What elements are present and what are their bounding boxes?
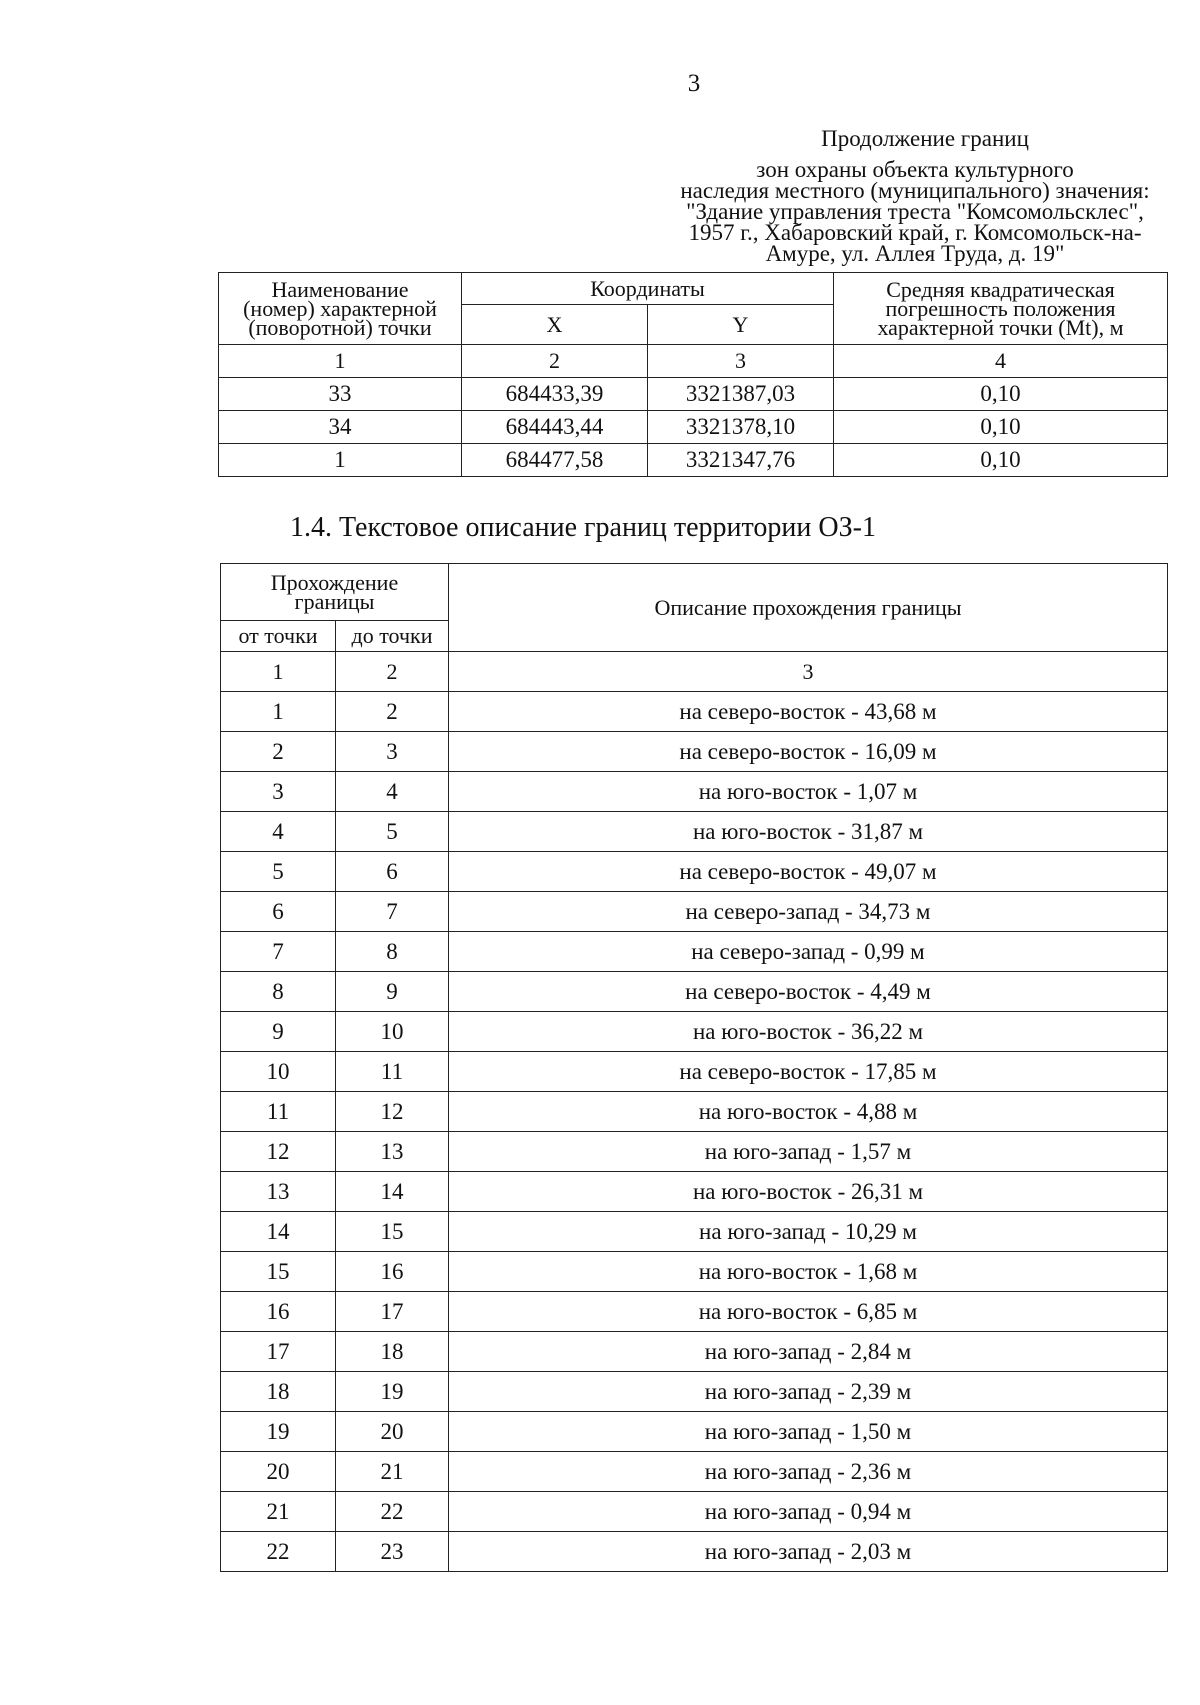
- section-heading: 1.4. Текстовое описание границ территории ОЗ-1: [290, 512, 876, 543]
- point-cell: 33: [219, 378, 462, 411]
- y-cell: 3321387,03: [648, 378, 834, 411]
- header-line: наследия местного (муниципального) значения:: [680, 178, 1150, 203]
- table-row: [221, 1332, 1168, 1372]
- boundary-description-table: [220, 563, 1168, 1572]
- description-cell: на юго-запад - 2,36 м: [449, 1452, 1168, 1492]
- header-text-line: границы: [294, 589, 375, 614]
- y-cell: 3321347,76: [648, 444, 834, 477]
- from-point-cell: 15: [221, 1252, 336, 1292]
- description-rows: [221, 692, 1168, 1572]
- table-row: [221, 1412, 1168, 1452]
- header-line: Амуре, ул. Аллея Труда, д. 19": [765, 241, 1065, 266]
- from-point-cell: 1: [221, 692, 336, 732]
- point-cell: 34: [219, 411, 462, 444]
- column-number: 4: [834, 345, 1168, 378]
- to-point-cell: 9: [336, 972, 449, 1012]
- from-point-cell: 4: [221, 812, 336, 852]
- to-point-cell: 22: [336, 1492, 449, 1532]
- header-line: зон охраны объекта культурного: [756, 157, 1074, 182]
- from-point-cell: 8: [221, 972, 336, 1012]
- description-cell: на юго-запад - 2,84 м: [449, 1332, 1168, 1372]
- description-cell: на юго-запад - 0,94 м: [449, 1492, 1168, 1532]
- from-point-cell: 17: [221, 1332, 336, 1372]
- description-cell: на северо-запад - 0,99 м: [449, 932, 1168, 972]
- column-number: 3: [449, 652, 1168, 692]
- table-row: [221, 932, 1168, 972]
- description-cell: на северо-восток - 43,68 м: [449, 692, 1168, 732]
- x-header: X: [462, 305, 648, 345]
- to-point-cell: 4: [336, 772, 449, 812]
- to-point-cell: 11: [336, 1052, 449, 1092]
- error-header: [834, 273, 1168, 345]
- table-row: [221, 1372, 1168, 1412]
- to-point-cell: 23: [336, 1532, 449, 1572]
- x-cell: 684433,39: [462, 378, 648, 411]
- from-point-cell: 22: [221, 1532, 336, 1572]
- page-number: 3: [687, 70, 701, 97]
- description-cell: на северо-восток - 49,07 м: [449, 852, 1168, 892]
- mt-cell: 0,10: [834, 378, 1168, 411]
- x-cell: 684443,44: [462, 411, 648, 444]
- table-row: [221, 972, 1168, 1012]
- from-point-cell: 2: [221, 732, 336, 772]
- column-number-row: [219, 345, 1168, 378]
- table-row: [221, 732, 1168, 772]
- coordinates-table: [218, 272, 1168, 477]
- description-cell: на северо-восток - 4,49 м: [449, 972, 1168, 1012]
- description-cell: на юго-восток - 31,87 м: [449, 812, 1168, 852]
- table-row: [221, 1092, 1168, 1132]
- table-row: [221, 892, 1168, 932]
- table-row: [221, 692, 1168, 732]
- column-number: 1: [219, 345, 462, 378]
- from-point-cell: 21: [221, 1492, 336, 1532]
- from-point-cell: 9: [221, 1012, 336, 1052]
- header-text-line: (поворотной) точки: [248, 315, 432, 340]
- header-line: "Здание управления треста "Комсомольсклес",: [686, 199, 1144, 224]
- from-point-cell: 16: [221, 1292, 336, 1332]
- from-point-cell: 19: [221, 1412, 336, 1452]
- to-point-cell: 7: [336, 892, 449, 932]
- to-point-cell: 19: [336, 1372, 449, 1412]
- description-cell: на юго-восток - 26,31 м: [449, 1172, 1168, 1212]
- document-header: [660, 128, 1170, 264]
- table-row: [221, 1532, 1168, 1572]
- from-point-cell: 20: [221, 1452, 336, 1492]
- table-row: [221, 1292, 1168, 1332]
- table-row: [221, 1132, 1168, 1172]
- header-text-line: характерной точки (Mt), м: [877, 315, 1124, 340]
- description-cell: на юго-восток - 4,88 м: [449, 1092, 1168, 1132]
- from-point-cell: 3: [221, 772, 336, 812]
- table-row: [221, 812, 1168, 852]
- header-text-line: погрешность положения: [885, 296, 1116, 321]
- from-point-cell: 14: [221, 1212, 336, 1252]
- column-number: 3: [648, 345, 834, 378]
- x-cell: 684477,58: [462, 444, 648, 477]
- y-cell: 3321378,10: [648, 411, 834, 444]
- description-cell: на юго-запад - 1,50 м: [449, 1412, 1168, 1452]
- from-point-cell: 11: [221, 1092, 336, 1132]
- to-point-cell: 18: [336, 1332, 449, 1372]
- coordinates-header: Координаты: [462, 273, 834, 305]
- header-title: Продолжение границ: [821, 126, 1029, 151]
- table-row: [221, 1012, 1168, 1052]
- to-point-cell: 14: [336, 1172, 449, 1212]
- header-text-line: Прохождение: [270, 570, 399, 595]
- table-row: [221, 852, 1168, 892]
- to-point-cell: 10: [336, 1012, 449, 1052]
- to-point-cell: 2: [336, 692, 449, 732]
- to-point-cell: 12: [336, 1092, 449, 1132]
- column-number: 2: [462, 345, 648, 378]
- to-point-cell: 3: [336, 732, 449, 772]
- description-cell: на северо-восток - 17,85 м: [449, 1052, 1168, 1092]
- coordinates-header-row: [219, 273, 1168, 305]
- mt-cell: 0,10: [834, 411, 1168, 444]
- passage-header: [221, 564, 449, 621]
- description-cell: на северо-восток - 16,09 м: [449, 732, 1168, 772]
- from-point-cell: 5: [221, 852, 336, 892]
- from-point-cell: 12: [221, 1132, 336, 1172]
- description-cell: на юго-восток - 1,68 м: [449, 1252, 1168, 1292]
- to-point-cell: 17: [336, 1292, 449, 1332]
- description-cell: на юго-запад - 1,57 м: [449, 1132, 1168, 1172]
- table-row: [221, 1052, 1168, 1092]
- to-point-header: до точки: [336, 621, 449, 652]
- to-point-cell: 13: [336, 1132, 449, 1172]
- description-header-row: [221, 564, 1168, 621]
- table-row: [221, 1492, 1168, 1532]
- table-row: [219, 444, 1168, 477]
- header-text-line: Наименование: [271, 277, 409, 302]
- point-name-header: [219, 273, 462, 345]
- to-point-cell: 5: [336, 812, 449, 852]
- point-cell: 1: [219, 444, 462, 477]
- to-point-cell: 15: [336, 1212, 449, 1252]
- description-cell: на юго-восток - 1,07 м: [449, 772, 1168, 812]
- to-point-cell: 20: [336, 1412, 449, 1452]
- to-point-cell: 21: [336, 1452, 449, 1492]
- description-header: Описание прохождения границы: [449, 564, 1168, 652]
- header-text-line: (номер) характерной: [243, 296, 437, 321]
- table-row: [221, 1212, 1168, 1252]
- description-cell: на юго-восток - 36,22 м: [449, 1012, 1168, 1052]
- header-text-line: Средняя квадратическая: [886, 277, 1115, 302]
- from-point-cell: 13: [221, 1172, 336, 1212]
- from-point-header: от точки: [221, 621, 336, 652]
- table-row: [221, 1172, 1168, 1212]
- to-point-cell: 16: [336, 1252, 449, 1292]
- description-cell: на юго-восток - 6,85 м: [449, 1292, 1168, 1332]
- description-cell: на юго-запад - 2,39 м: [449, 1372, 1168, 1412]
- column-number: 2: [336, 652, 449, 692]
- to-point-cell: 6: [336, 852, 449, 892]
- table-row: [219, 411, 1168, 444]
- description-cell: на северо-запад - 34,73 м: [449, 892, 1168, 932]
- table-row: [221, 1452, 1168, 1492]
- column-number-row: [221, 652, 1168, 692]
- from-point-cell: 10: [221, 1052, 336, 1092]
- y-header: Y: [648, 305, 834, 345]
- table-row: [221, 772, 1168, 812]
- description-cell: на юго-запад - 2,03 м: [449, 1532, 1168, 1572]
- description-cell: на юго-запад - 10,29 м: [449, 1212, 1168, 1252]
- column-number: 1: [221, 652, 336, 692]
- from-point-cell: 7: [221, 932, 336, 972]
- table-row: [219, 378, 1168, 411]
- from-point-cell: 6: [221, 892, 336, 932]
- header-line: 1957 г., Хабаровский край, г. Комсомольск-на-: [688, 220, 1142, 245]
- to-point-cell: 8: [336, 932, 449, 972]
- from-point-cell: 18: [221, 1372, 336, 1412]
- table-row: [221, 1252, 1168, 1292]
- mt-cell: 0,10: [834, 444, 1168, 477]
